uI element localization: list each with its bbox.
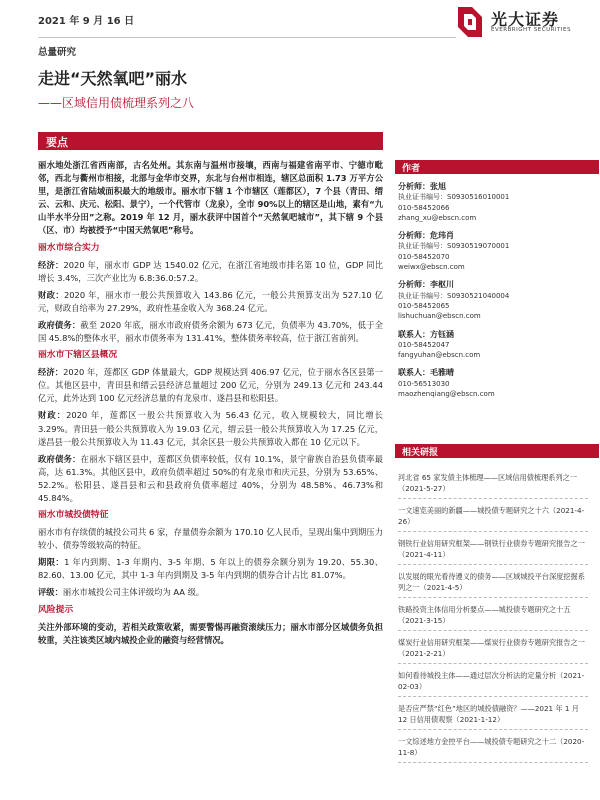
paragraph-label: 经济： (38, 259, 64, 270)
brand-logo (455, 3, 595, 43)
related-report-link[interactable]: 河北省 65 家发债主体梳理——区域信用债梳理系列之一（2021-5-27） (398, 470, 588, 499)
author-name: 分析师：张旭 (398, 182, 446, 191)
author-name: 分析师：危玮肖 (398, 231, 454, 241)
section-paragraph (38, 319, 383, 345)
related-report-link[interactable]: 煤炭行业信用研究框架——煤炭行业债券专题研究报告之一（2021-2-21） (398, 635, 588, 664)
report-date: 2021 年 9 月 16 日 (38, 16, 135, 27)
author-entry (398, 182, 598, 223)
report-subtitle: ——区域信用债梳理系列之八 (38, 96, 195, 110)
related-report-link[interactable]: 以发展的眼光看待遵义的债务——区域城投平台深度挖掘系列之一（2021-4-5） (398, 569, 588, 598)
paragraph-text: 在丽水下辖区县中，莲都区负债率较低，仅有 10.1%，景宁畲族自治县负债率最高，达 61.3%。其他区县中，政府负债率超过 50%的有龙泉市和庆元县，分别为 53.65%、52.2%。松阳县、遂昌县和云和县政府负债率超过 40%，分别为 48.58%、46.73%和 45.84%。 (38, 453, 383, 503)
paragraph-label: 经济： (38, 367, 64, 378)
content-sections (38, 242, 383, 647)
paragraph-text: 丽水市城投公司主体评级均为 AA 级。 (62, 587, 205, 598)
paragraph-label: 评级： (38, 587, 63, 598)
related-report-link[interactable]: 铁路投资主体信用分析要点——城投债专题研究之十五（2021-3-15） (398, 602, 588, 631)
paragraph-text: 2020 年，丽水市一般公共预算收入 143.86 亿元，一般公共预算支出为 527.10 亿元，财政自给率为 27.29%，政府性基金收入为 368.24 亿元。 (38, 289, 383, 313)
author-email[interactable]: weiwx@ebscn.com (398, 263, 465, 272)
header-divider (38, 37, 456, 38)
key-points-heading: 要点 (46, 136, 68, 149)
contact-entry (398, 368, 598, 399)
paragraph-text: 丽水市有存续债的城投公司共 6 家，存量债券余额为 170.10 亿人民币，呈现出集中到期压力较小、债券等级较高的特征。 (38, 527, 383, 551)
section-paragraph (38, 259, 383, 285)
section-paragraph (38, 556, 383, 582)
contact-name: 联系人：方钰涵 (398, 329, 454, 339)
everbright-logo-icon (455, 5, 485, 39)
author-email[interactable]: lishuchuan@ebscn.com (398, 312, 481, 321)
author-phone: 010-58452065 (398, 301, 450, 310)
related-report-link[interactable]: 一文速览美丽的新疆——城投债专题研究之十六（2021-4-26） (398, 503, 588, 532)
authors-heading: 作者 (402, 164, 421, 174)
section-paragraph (38, 621, 383, 647)
report-title: 走进“天然氧吧”丽水 (38, 69, 188, 88)
related-report-link[interactable]: 如何看待城投主体——通过层次分析法的定量分析（2021-02-03） (398, 668, 588, 697)
section-heading: 丽水市下辖区县概况 (38, 350, 118, 361)
brand-name-en: EVERBRIGHT SECURITIES (491, 27, 571, 33)
related-report-link[interactable]: 钢铁行业信用研究框架——钢铁行业债券专题研究报告之一（2021-4-11） (398, 536, 588, 565)
related-report-link[interactable]: 是否应严禁“红色”地区的城投债融资？——2021 年 1 月 12 日信用债观察（2021-1-12） (398, 701, 588, 730)
section-paragraph (38, 526, 383, 552)
intro-paragraph: 丽水地处浙江省西南部，古名处州。其东南与温州市接壤，西南与福建省南平市、宁德市毗邻，西北与衢州市相接，北部与金华市交界，东北与台州市相连，辖区总面积 1.73 万平方公里，是浙江省陆域面积最大的地级市。丽水市下辖 1 个市辖区（莲都区），7 个县（青田、缙云、云和、庆元、松阳、景宁），一个代管市（龙泉），全市 90%以上的辖区是山地，素有“九山半水半分田”之称。2019 年 12 月，丽水获评中国首个“天然氧吧城市”，其下辖 9 个县（区、市）均被授予“中国天然氧吧”称号。 (38, 160, 383, 236)
section-paragraph (38, 453, 383, 505)
paragraph-text: 1 年内到期、1-3 年期内、3-5 年期、5 年以上的债券余额分别为 19.20、55.30、82.60、13.00 亿元，其中 1-3 年内到期及 3-5 年内到期的债券合计占比 81.07%。 (38, 557, 383, 581)
contact-phone: 010-56513030 (398, 379, 450, 388)
paragraph-text: 2020 年，莲都区一般公共预算收入为 56.43 亿元，收入规模较大，同比增长 3.29%。青田县一般公共预算收入为 19.03 亿元，缙云县一般公共预算收入为 17.25 亿元，遂昌县一般公共预算收入为 11.43 亿元，其余区县一般公共预算收入都在 10 亿元以下。 (38, 410, 383, 447)
contact-name: 联系人：毛雅晴 (398, 368, 454, 378)
contact-phone: 010-58452047 (398, 340, 450, 349)
author-cert: 执业证书编号：S0930519070001 (398, 242, 510, 251)
section-heading: 丽水市综合实力 (38, 242, 100, 253)
paragraph-text: 关注外部环境的变动，若相关政策收紧，需要警惕再融资滚续压力；丽水市部分区域债务负担较重，关注该类区域内城投企业的融资与经营情况。 (38, 621, 383, 645)
related-heading: 相关研报 (402, 448, 439, 458)
section-heading: 丽水市城投债特征 (38, 510, 109, 521)
author-entry (398, 231, 598, 272)
author-email[interactable]: zhang_xu@ebscn.com (398, 213, 477, 222)
author-name: 分析师：李枢川 (398, 280, 454, 290)
author-cert: 执业证书编号：S0930516010001 (398, 193, 510, 202)
paragraph-label: 期限： (38, 557, 65, 568)
paragraph-label: 政府债务： (38, 319, 81, 330)
paragraph-label: 政府债务： (38, 453, 81, 464)
paragraph-text: 2020 年，莲都区 GDP 体量最大，GDP 规模达到 406.97 亿元，位于丽水各区县第一位。其他区县中，青田县和缙云县经济总量超过 200 亿元，分别为 249.13 亿元和 243.44 亿元，此外达到 100 亿元经济总量的有龙泉市、遂昌县和松阳县。 (38, 367, 383, 404)
brand-name-cn: 光大证券 (491, 10, 560, 29)
section-paragraph (38, 289, 383, 315)
paragraph-label: 财政： (38, 289, 64, 300)
paragraph-text: 截至 2020 年底，丽水市政府债务余额为 673 亿元，负债率为 43.70%，低于全国 45.8%的整体水平，丽水市债务率为 131.41%，整体债务率较高，位于浙江省前列。 (38, 319, 383, 344)
related-bar (395, 444, 599, 458)
main-content (38, 159, 383, 651)
paragraph-label: 财政： (38, 410, 67, 421)
related-report-link[interactable]: 一文综述地方金控平台——城投债专题研究之十二（2020-11-8） (398, 734, 588, 763)
section-heading: 风险提示 (38, 604, 74, 615)
paragraph-text: 2020 年，丽水市 GDP 达 1540.02 亿元，在浙江省地级市排名第 10 位，GDP 同比增长 3.4%，三次产业比为 6.8:36.0:57.2。 (38, 259, 383, 283)
section-paragraph (38, 586, 383, 599)
author-phone: 010-58452070 (398, 252, 450, 261)
related-reports-list (398, 470, 588, 767)
report-category: 总量研究 (38, 47, 77, 58)
contact-entry (398, 330, 598, 361)
key-points-bar (38, 132, 383, 150)
section-paragraph (38, 366, 383, 405)
author-cert: 执业证书编号：S0930521040004 (398, 291, 510, 300)
authors-list (398, 182, 598, 407)
contact-email[interactable]: maozhenqiang@ebscn.com (398, 390, 495, 399)
authors-bar (395, 160, 599, 174)
section-paragraph (38, 409, 383, 448)
author-entry (398, 280, 598, 321)
contact-email[interactable]: fangyuhan@ebscn.com (398, 351, 481, 360)
author-phone: 010-58452066 (398, 203, 450, 212)
